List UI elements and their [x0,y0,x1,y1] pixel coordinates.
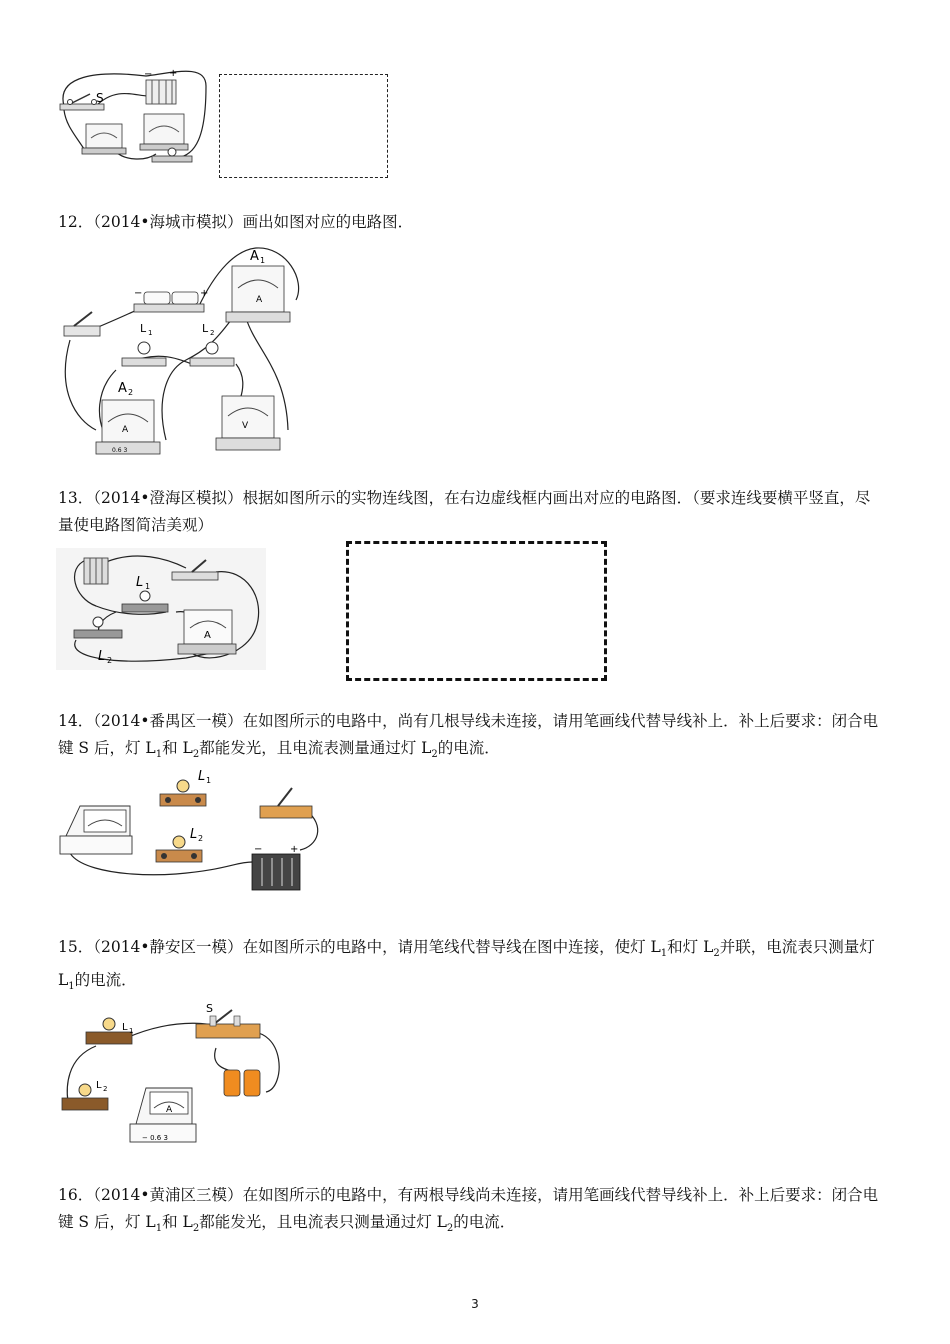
a2-label-sub: 2 [128,388,134,397]
question-13-line1: 13．（2014•澄海区模拟）根据如图所示的实物连线图，在右边虚线框内画出对应的电路图．（要求连线要横平竖直，尽 [58,489,871,507]
l1-label-sub: 1 [145,582,151,591]
voltmeter-letter: V [242,421,249,431]
switch-label: S [96,91,104,105]
question-14-line2: 键 S 后，灯 $L_1$和 $L_2$都能发光，且电流表测量通过灯 $L_2$的电流． [58,739,500,761]
figure-q11-circuit [56,66,216,178]
battery-pos-label: + [290,844,299,855]
l2-label: L [96,1080,102,1091]
a2-label: A [118,381,127,396]
answer-box-q13 [346,541,607,681]
figure-q14-circuit [56,766,326,900]
battery-neg-label: − [254,844,263,855]
battery-icon [146,80,176,104]
ammeter-icon [60,806,132,854]
question-16-line1: 16．（2014•黄浦区三模）在如图所示的电路中，有两根导线尚未连接，请用笔画线代替导线补上．补上后要求：闭合电 [58,1186,879,1204]
battery-icon [224,1070,260,1096]
ammeter-letter: A [204,630,211,641]
l1-label: L [136,575,144,590]
question-16-line2: 键 S 后，灯 $L_1$和 $L_2$都能发光，且电流表只测量通过灯 $L_2$的电流． [58,1213,516,1235]
l2-label-sub: 2 [210,329,215,337]
l2-label: L [190,827,198,842]
battery-pos-label: + [200,288,209,299]
a2-meter-letter: A [122,425,129,435]
l1-label-sub: 1 [129,1027,134,1035]
l1-label: L [122,1022,128,1033]
a1-label-sub: 1 [260,256,266,265]
question-15-line2: $L_1$的电流． [58,971,137,993]
a2-scale: 0.6 3 [112,447,128,454]
page-number: 3 [471,1297,479,1311]
question-12 [58,209,898,236]
question-13 [58,485,898,539]
battery-icon [134,292,204,312]
l2-label-sub: 2 [198,834,204,843]
question-13-line2: 量使电路图简洁美观） [58,516,214,534]
l1-label-sub: 1 [206,776,212,785]
battery-neg-label: − [134,288,143,299]
question-15 [58,934,898,1000]
question-16 [58,1182,898,1242]
question-12-text: 12．（2014•海城市模拟）画出如图对应的电路图． [58,213,414,231]
ammeter-scale: − 0.6 3 [142,1134,168,1142]
figure-q15-circuit [56,1002,286,1144]
battery-icon [84,558,108,584]
switch-label: S [206,1002,213,1015]
ammeter-icon [82,124,126,154]
battery-pos-label: + [169,68,178,79]
l1-label: L [140,322,147,335]
l1-label-sub: 1 [148,329,153,337]
a1-meter-letter: A [256,295,263,305]
l2-label: L [98,649,106,664]
l2-label: L [202,322,209,335]
answer-box-q11 [219,74,388,178]
battery-icon [252,854,300,890]
bulb-l1-icon [122,342,166,366]
switch-icon [260,788,312,818]
question-15-line1: 15．（2014•静安区一模）在如图所示的电路中，请用笔线代替导线在图中连接，使灯 $L_1$和灯 $L_2$并联，电流表只测量灯 [58,938,875,960]
question-14-line1: 14．（2014•番禺区一模）在如图所示的电路中，尚有几根导线未连接，请用笔画线代替导线补上．补上后要求：闭合电 [58,712,879,730]
l2-label-sub: 2 [107,656,113,665]
question-14 [58,708,898,768]
figure-q13-circuit [56,548,266,670]
ammeter-letter: A [166,1105,173,1115]
ammeter-a1-icon [226,266,290,322]
l1-label: L [198,769,206,784]
battery-neg-label: − [144,69,153,80]
voltmeter-icon [140,114,188,150]
switch-icon [64,312,100,336]
figure-q12-circuit [56,240,306,466]
a1-label: A [250,249,259,264]
l2-label-sub: 2 [103,1085,108,1093]
